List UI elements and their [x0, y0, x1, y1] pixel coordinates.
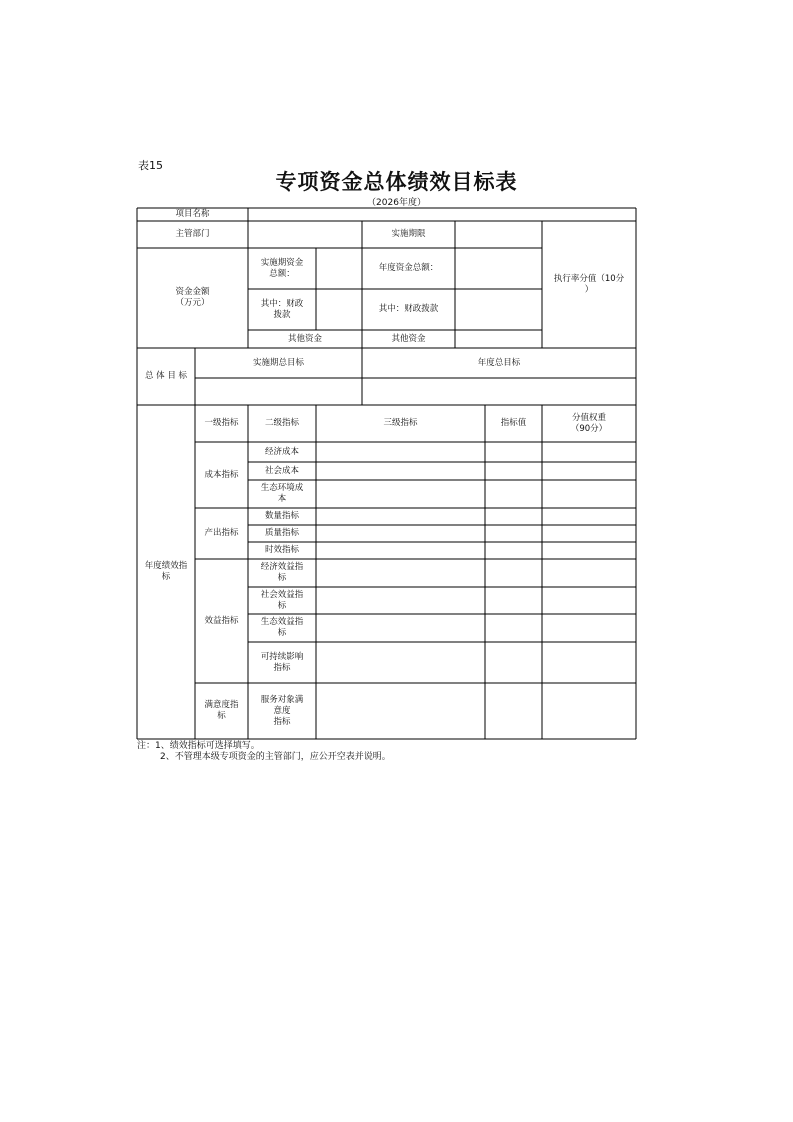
table-number-label: 表15 — [138, 159, 163, 172]
impl-period-label: 实施期限 — [391, 229, 426, 239]
level2-header: 二级指标 — [264, 418, 299, 428]
indicator-value-header: 指标值 — [500, 418, 527, 428]
year-subtitle: （2026年度） — [367, 198, 426, 208]
sustainable-impact-label: 可持续影响 指标 — [260, 651, 304, 673]
economic-benefit-label: 经济效益指 标 — [260, 562, 304, 583]
economic-cost-label: 经济成本 — [264, 446, 299, 457]
annual-total-goal-label: 年度总目标 — [477, 357, 521, 368]
impl-other-funds-label: 其他资金 — [287, 333, 322, 344]
execution-rate-label: 执行率分值（10分 ） — [553, 273, 625, 295]
quantity-indicator-label: 数量指标 — [264, 511, 299, 521]
impl-total-funds-label: 实施期资金 总额： — [260, 257, 304, 279]
eco-env-cost-label: 生态环境成 本 — [260, 483, 304, 504]
overall-goal-label: 总 体 目 标 — [144, 371, 188, 381]
weight-header: 分值权重 （90分） — [570, 412, 608, 434]
timeliness-indicator-label: 时效指标 — [264, 545, 299, 555]
annual-other-funds-label: 其他资金 — [391, 333, 426, 344]
annual-fiscal-label: 其中：财政拨款 — [378, 304, 439, 314]
social-benefit-label: 社会效益指 标 — [260, 589, 304, 611]
quality-indicator-label: 质量指标 — [264, 528, 299, 538]
level3-header: 三级指标 — [383, 418, 418, 428]
footnotes — [137, 741, 391, 763]
satisfaction-indicator-label: 满意度指 标 — [204, 700, 239, 721]
social-cost-label: 社会成本 — [264, 465, 299, 476]
footnote-2: 2、不管理本级专项资金的主管部门，应公开空表并说明。 — [160, 752, 391, 762]
page-title: 专项资金总体绩效目标表 — [275, 170, 518, 194]
benefit-indicator-label: 效益指标 — [204, 615, 239, 626]
level1-header: 一级指标 — [204, 418, 239, 428]
project-name-label: 项目名称 — [175, 209, 210, 219]
annual-indicators-label: 年度绩效指 标 — [144, 561, 188, 582]
footnote-1: 注：1、绩效指标可选择填写。 — [137, 741, 260, 751]
service-satisfaction-label: 服务对象满 意度 指标 — [260, 694, 304, 727]
impl-total-goal-label: 实施期总目标 — [252, 357, 304, 368]
department-label: 主管部门 — [175, 229, 210, 239]
output-indicator-label: 产出指标 — [204, 528, 239, 538]
funds-amount-label: 资金金额 （万元） — [175, 287, 210, 308]
eco-benefit-label: 生态效益指 标 — [260, 617, 304, 638]
impl-fiscal-label: 其中：财政 拨款 — [260, 298, 304, 320]
annual-total-funds-label: 年度资金总额： — [378, 263, 439, 273]
cost-indicator-label: 成本指标 — [204, 469, 239, 480]
